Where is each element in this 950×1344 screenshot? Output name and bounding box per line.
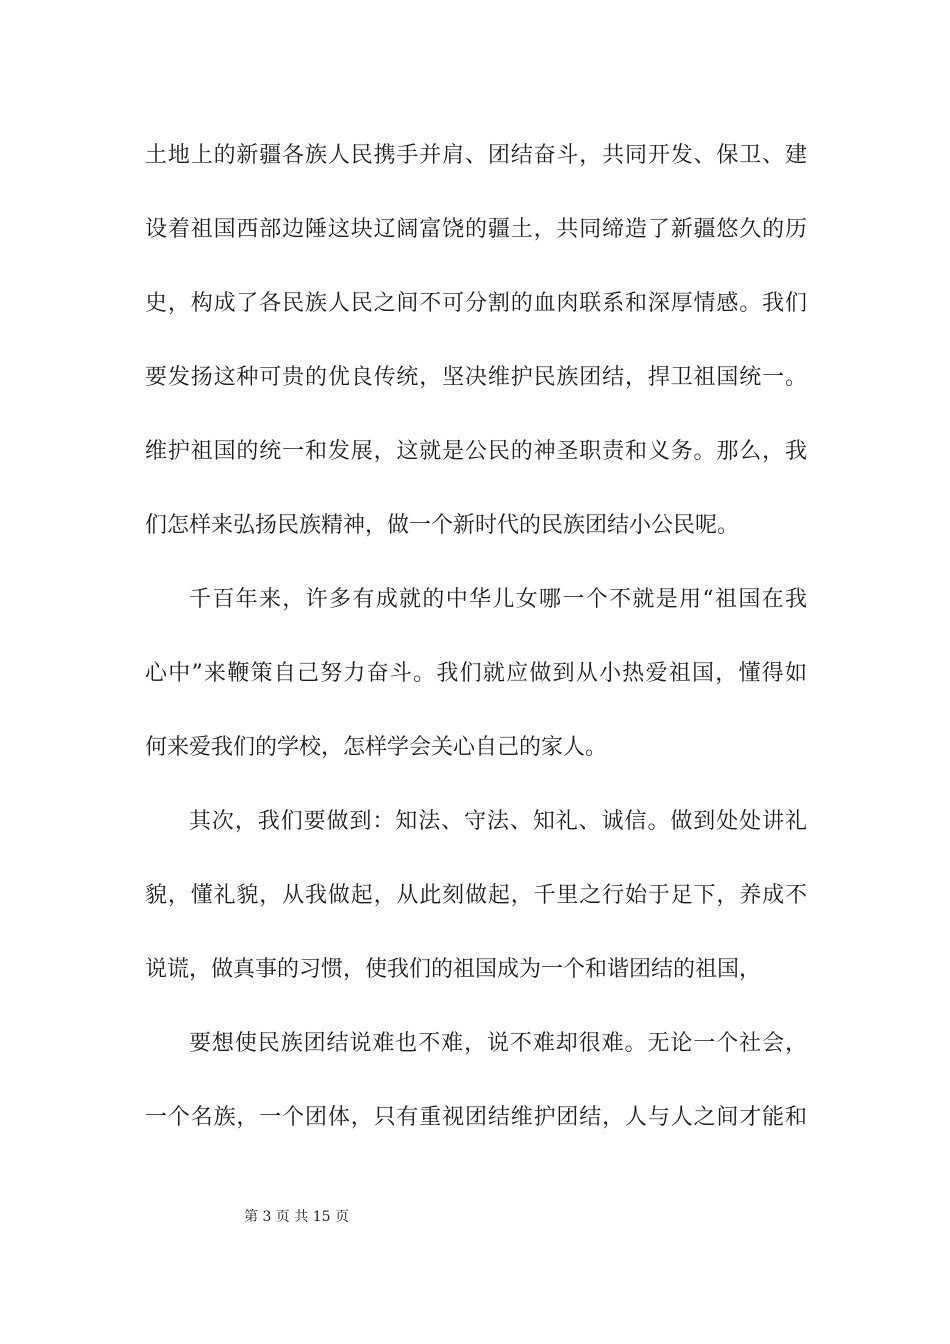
text-line: 千百年来，许多有成就的中华儿女哪一个不就是用“祖国在我 [189, 587, 807, 612]
text-line: 貌，懂礼貌，从我做起，从此刻做起，千里之行始于足下，养成不 [145, 883, 807, 908]
text-line: 维护祖国的统一和发展，这就是公民的神圣职责和义务。那么，我 [145, 439, 807, 464]
text-line: 何来爱我们的学校，怎样学会关心自己的家人。 [145, 735, 608, 760]
text-line: 一个名族，一个团体，只有重视团结维护团结，人与人之间才能和 [145, 1105, 807, 1130]
page-footer [0, 1206, 950, 1226]
text-line: 要发扬这种可贵的优良传统，坚决维护民族团结，捍卫祖国统一。 [145, 365, 807, 390]
text-line: 心中”来鞭策自己努力奋斗。我们就应做到从小热爱祖国，懂得如 [145, 661, 807, 686]
body-text [145, 132, 807, 1168]
text-line: 土地上的新疆各族人民携手并肩、团结奋斗，共同开发、保卫、建 [145, 143, 807, 168]
text-line: 其次，我们要做到：知法、守法、知礼、诚信。做到处处讲礼 [189, 809, 807, 834]
page-number: 第 3 页 共 15 页 [244, 1209, 349, 1225]
text-line: 史，构成了各民族人民之间不可分割的血肉联系和深厚情感。我们 [145, 291, 807, 316]
text-line: 设着祖国西部边陲这块辽阔富饶的疆土，共同缔造了新疆悠久的历 [145, 217, 807, 242]
text-line: 要想使民族团结说难也不难，说不难却很难。无论一个社会， [189, 1031, 807, 1056]
text-line: 说谎，做真事的习惯，使我们的祖国成为一个和谐团结的祖国， [145, 957, 762, 982]
text-line: 们怎样来弘扬民族精神，做一个新时代的民族团结小公民呢。 [145, 513, 740, 538]
